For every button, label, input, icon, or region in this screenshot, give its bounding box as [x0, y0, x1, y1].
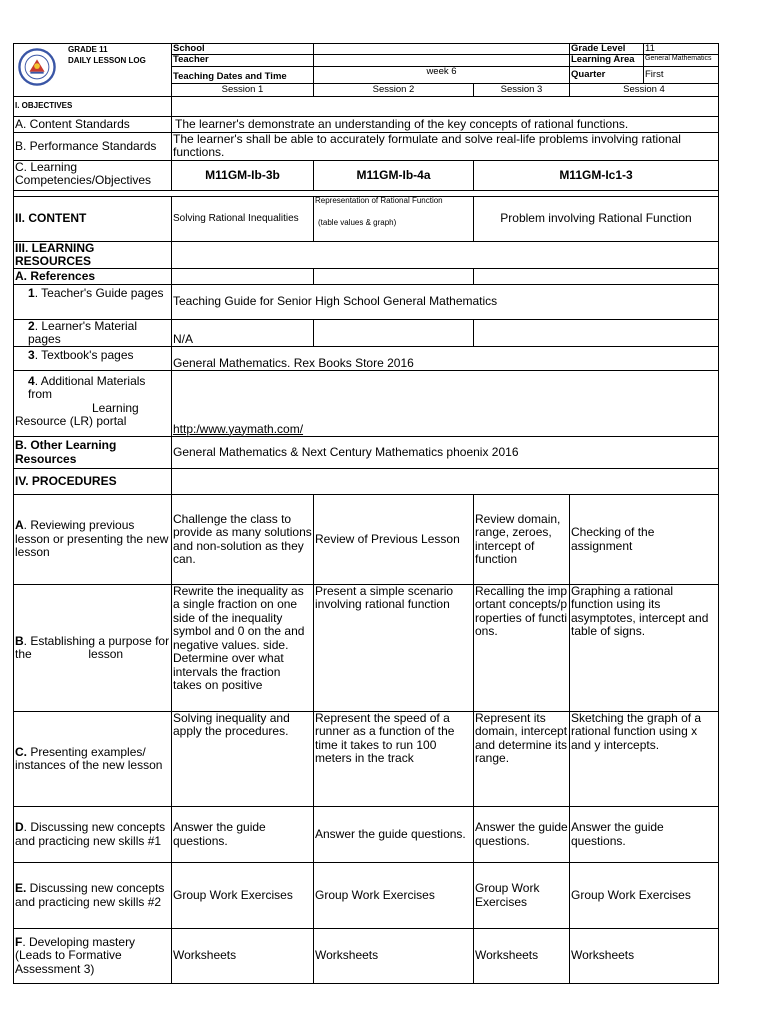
competency-session-1: M11GM-Ib-3b — [172, 161, 314, 191]
content-heading-text: II. CONTENT — [15, 211, 87, 226]
content-heading — [13, 197, 172, 242]
procedure-b-s2 — [314, 585, 474, 712]
learners-material-text: N/A — [173, 331, 194, 346]
procedure-f-label-text: . Developing mastery (Leads to Formative Assessment 3) — [15, 934, 136, 976]
procedure-a-label-text: . Reviewing previous lesson or presenting the new lesson — [15, 518, 169, 560]
procedure-d-s1 — [172, 807, 314, 863]
procedure-b-s3 — [474, 585, 570, 712]
teachers-guide-label-text: . Teacher's Guide pages — [34, 286, 164, 300]
procedure-f-letter: F — [15, 934, 23, 949]
procedures-blank — [172, 469, 719, 495]
procedure-b-s4-text: Graphing a rational function using its asymptotes, intercept and table of signs. — [571, 584, 709, 639]
procedure-e-s1-text: Group Work Exercises — [173, 887, 293, 902]
procedure-a-s2 — [314, 495, 474, 585]
references-label-text: A. References — [15, 268, 96, 283]
performance-standards-label-text: B. Performance Standards — [15, 138, 157, 153]
session-1-header: Session 1 — [172, 84, 314, 97]
quarter-text: First — [645, 68, 664, 80]
procedure-c-s1 — [172, 712, 314, 807]
procedure-b-label — [13, 585, 172, 712]
procedure-d-label-text: . Discussing new concepts and practicing new skills #1 — [15, 820, 166, 848]
additional-label-1: . Additional Materials from — [28, 374, 146, 402]
procedure-d-s3 — [474, 807, 570, 863]
procedure-a-s1 — [172, 495, 314, 585]
additional-materials-label — [13, 371, 172, 437]
procedure-b-s1-text: Rewrite the inequality as a single fraction on one side of the inequality symbol and 0 on the and negative values. side. Determine over what intervals the fraction takes on positive — [173, 584, 305, 693]
teachers-guide-text: Teaching Guide for Senior High School General Mathematics — [173, 294, 498, 309]
procedure-a-label — [13, 495, 172, 585]
competency-session-3-4: M11GM-Ic1-3 — [474, 161, 719, 191]
procedure-c-s2 — [314, 712, 474, 807]
procedure-d-s3-text: Answer the guide questions. — [475, 820, 568, 848]
learners-material-num: 2 — [28, 319, 35, 333]
learners-material-value — [172, 320, 314, 347]
quarter-value — [644, 67, 719, 84]
procedure-e-s4 — [570, 863, 719, 929]
procedure-e-s2-text: Group Work Exercises — [315, 887, 435, 902]
procedure-c-s2-text: Represent the speed of a runner as a function of the time it takes to run 100 meters in the track — [315, 711, 455, 766]
references-s1 — [172, 269, 314, 285]
procedure-c-s4-text: Sketching the graph of a rational function using x and y intercepts. — [571, 711, 702, 752]
objectives-heading — [13, 97, 172, 117]
objectives-heading-text: I. OBJECTIVES — [15, 101, 73, 111]
competencies-label-text: C. Learning Competencies/Objectives — [15, 160, 152, 188]
resources-heading-text: III. LEARNING RESOURCES — [15, 241, 95, 269]
week-value — [314, 67, 570, 84]
daily-lesson-log-table — [13, 43, 719, 984]
teacher-label: Teacher — [172, 55, 314, 67]
procedure-f-s2 — [314, 929, 474, 984]
references-s34 — [474, 269, 719, 285]
procedure-b-label-text: . Establishing a purpose for the lesson — [15, 633, 173, 661]
textbook-text: General Mathematics. Rex Books Store 2016 — [173, 355, 414, 370]
textbook-label-text: . Textbook's pages — [34, 348, 134, 362]
procedure-b-s3-text: Recalling the important concepts/properties of functions. — [475, 584, 568, 639]
procedure-a-s3 — [474, 495, 570, 585]
procedure-e-label — [13, 863, 172, 929]
procedure-e-letter: E. — [15, 881, 27, 896]
procedures-heading — [13, 469, 172, 495]
procedure-f-s3-text: Worksheets — [475, 948, 539, 963]
additional-label-2: Learning — [92, 400, 139, 415]
procedure-d-s4 — [570, 807, 719, 863]
learners-material-s34 — [474, 320, 719, 347]
procedure-f-s4 — [570, 929, 719, 984]
procedure-a-s4-text: Checking of the assignment — [571, 525, 655, 553]
log-title: DAILY LESSON LOG — [68, 56, 146, 65]
procedure-d-s2 — [314, 807, 474, 863]
school-value — [314, 43, 570, 55]
teachers-guide-value — [172, 285, 719, 320]
other-resources-value — [172, 437, 719, 469]
dates-label — [172, 67, 314, 84]
procedure-c-letter: C. — [15, 744, 27, 759]
content-session-2 — [314, 197, 474, 242]
other-resources-label-text: B. Other Learning Resources — [15, 438, 117, 466]
additional-materials-value — [172, 371, 719, 437]
procedure-b-s4 — [570, 585, 719, 712]
textbook-label — [13, 347, 172, 371]
procedure-d-s4-text: Answer the guide questions. — [571, 820, 664, 848]
references-s2 — [314, 269, 474, 285]
procedure-c-s3-text: Represent its domain, intercept and determine its range. — [475, 711, 568, 766]
grade-level-value: 11 — [644, 43, 719, 55]
procedure-e-s1 — [172, 863, 314, 929]
procedure-f-label — [13, 929, 172, 984]
procedure-d-s1-text: Answer the guide questions. — [173, 820, 266, 848]
learners-material-label — [13, 320, 172, 347]
content-session-2-line-1: Representation of Rational Function — [315, 196, 443, 205]
procedure-c-s3 — [474, 712, 570, 807]
quarter-label-text: Quarter — [571, 68, 606, 80]
performance-standards-text: The learner's shall be able to accurately formulate and solve real-life problems involving rational functions. — [173, 132, 681, 160]
procedure-b-s1 — [172, 585, 314, 712]
procedure-e-s3-text: Group Work Exercises — [475, 881, 540, 909]
procedure-a-s1-text: Challenge the class to provide as many solutions and non-solution as they can. — [173, 511, 312, 566]
procedure-b-letter: B — [15, 633, 24, 648]
grade-title: GRADE 11 — [68, 45, 108, 54]
textbook-num: 3 — [28, 348, 35, 362]
procedure-c-label — [13, 712, 172, 807]
objectives-blank — [172, 97, 719, 117]
procedures-heading-text: IV. PROCEDURES — [15, 473, 117, 488]
procedure-f-s4-text: Worksheets — [571, 948, 635, 963]
content-session-1-text: Solving Rational Inequalities — [173, 213, 299, 225]
learners-material-s2 — [314, 320, 474, 347]
other-resources-label — [13, 437, 172, 469]
teachers-guide-label — [13, 285, 172, 320]
textbook-value — [172, 347, 719, 371]
content-standards-label — [13, 117, 172, 133]
procedure-c-label-text: Presenting examples/ instances of the new lesson — [15, 744, 163, 772]
procedure-f-s3 — [474, 929, 570, 984]
additional-num: 4 — [28, 374, 35, 388]
competency-session-2: M11GM-Ib-4a — [314, 161, 474, 191]
content-standards-label-text: A. Content Standards — [15, 116, 130, 131]
other-resources-text: General Mathematics & Next Century Mathematics phoenix 2016 — [173, 444, 519, 459]
content-standards-value — [172, 117, 719, 133]
week-text: week 6 — [426, 66, 457, 77]
session-2-header: Session 2 — [314, 84, 474, 97]
content-session-1 — [172, 197, 314, 242]
procedure-e-label-text: Discussing new concepts and practicing new skills #2 — [15, 881, 165, 909]
resources-blank — [172, 242, 719, 269]
procedure-d-s2-text: Answer the guide questions. — [315, 826, 466, 841]
procedure-b-s2-text: Present a simple scenario involving rational function — [315, 584, 454, 612]
yaymath-link[interactable]: http:/www.yaymath.com/ — [173, 421, 304, 436]
deped-seal-icon — [18, 48, 56, 86]
procedure-d-label — [13, 807, 172, 863]
procedure-a-s2-text: Review of Previous Lesson — [315, 531, 460, 546]
procedure-a-s4 — [570, 495, 719, 585]
competencies-label — [13, 161, 172, 191]
procedure-a-s3-text: Review domain, range, zeroes, intercept of function — [475, 511, 561, 566]
procedure-e-s2 — [314, 863, 474, 929]
references-label — [13, 269, 172, 285]
procedure-c-s1-text: Solving inequality and apply the procedures. — [173, 711, 290, 739]
teachers-guide-num: 1 — [28, 286, 35, 300]
content-standards-text: The learner's demonstrate an understanding of the key concepts of rational functions. — [175, 116, 629, 131]
content-session-2-line-2: (table values & graph) — [318, 217, 397, 227]
content-session-3-4: Problem involving Rational Function — [474, 197, 719, 242]
procedure-c-s4 — [570, 712, 719, 807]
procedure-e-s3 — [474, 863, 570, 929]
school-label: School — [172, 43, 314, 55]
procedure-f-s2-text: Worksheets — [315, 948, 379, 963]
grade-level-label: Grade Level — [570, 43, 644, 55]
learners-material-label-text: . Learner's Material pages — [28, 319, 138, 347]
performance-standards-label — [13, 133, 172, 161]
procedure-e-s4-text: Group Work Exercises — [571, 887, 691, 902]
performance-standards-value — [172, 133, 719, 161]
quarter-label — [570, 67, 644, 84]
learning-area-label: Learning Area — [570, 55, 644, 67]
learning-area-value: General Mathematics — [644, 55, 719, 67]
additional-label-3: Resource (LR) portal — [15, 414, 127, 429]
procedure-d-letter: D — [15, 820, 24, 835]
resources-heading — [13, 242, 172, 269]
dates-label-text: Teaching Dates and Time — [173, 71, 287, 83]
session-3-header: Session 3 — [474, 84, 570, 97]
procedure-f-s1-text: Worksheets — [173, 948, 237, 963]
procedure-f-s1 — [172, 929, 314, 984]
session-4-header: Session 4 — [570, 84, 719, 97]
header-logo-cell — [13, 43, 172, 97]
procedure-a-letter: A — [15, 518, 24, 533]
